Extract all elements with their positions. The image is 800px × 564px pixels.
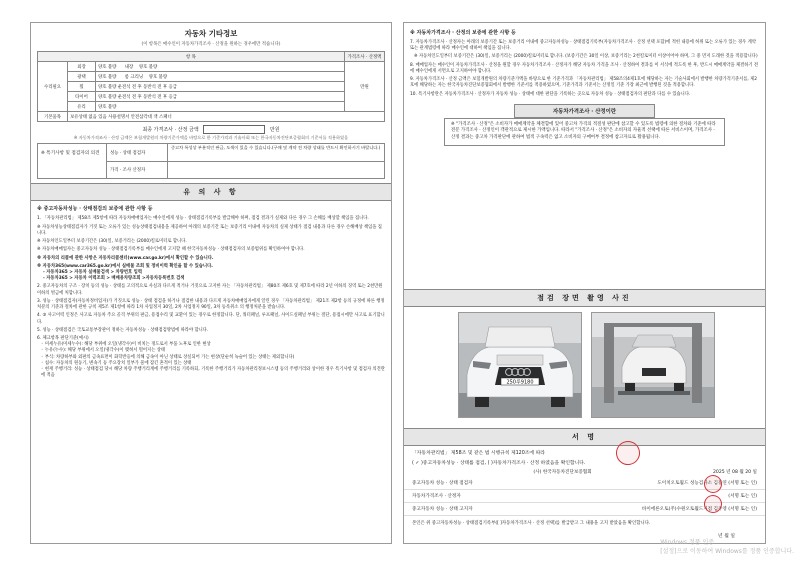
caution-item: ◦ 누유(누수): 해당 부위에서 오일(냉각수)이 맺혀서 떨어지는 상태 [41, 348, 166, 354]
caution-item: ◦ 현재 주행거리: 성능 · 상태점검 당시 해당 차량 주행거리계에 주행거리를 기록하되, 기록한 주행거리가 자동차관리정보시스템 등의 주행거리와 상이한 경우 특기사항 및 점검자 의견란에 적음 [41, 367, 385, 379]
caution-item: - 자동차365 > 자동차 이력조회 > 매매용차량조회 >자동차등록번호 검색 [43, 276, 185, 282]
law-text-2: ( ✓ )중고자동차성능 · 상태를 점검, ( )자동차가격조사 · 산정 하였음을 확인합니다. [412, 461, 586, 466]
caution-item: ◦ 침수: 자동차의 원동기, 변속기 등 주요장치 일부가 물에 잠긴 흔적이 있는 상태 [41, 360, 192, 366]
signature-title: 서 명 [404, 428, 765, 446]
definition-title: 자동차가격조사 · 산정이란 [514, 104, 655, 118]
license-plate: 250루9180 [506, 379, 534, 386]
sign-row-label: 중고자동차 성능 · 상태 고지자 [412, 507, 473, 512]
caution-list [31, 216, 391, 379]
inspection-photo-front [458, 312, 582, 418]
right-page [403, 22, 766, 544]
receipt-date: 년 월 일 [718, 534, 735, 539]
caution-item: ※ 자동차365(www.car365.go.kr)에서 실매물 조회 및 정비이력 확인을 할 수 있습니다. [37, 263, 213, 269]
sign-row-label: 중고자동차 성능 · 상태 점검자 [412, 481, 473, 486]
final-price-label: 최종 가격조사 · 산정 금액 [142, 127, 199, 133]
final-price-row [37, 122, 385, 135]
caution-item: ※ 자동차인도일부터 보증기간은 (30)일, 보증거리는 (2000)킬로미터로 합니다. [37, 239, 187, 245]
grid-row-value: 양호 불량 [96, 102, 345, 112]
grid-row-label: 유리 [68, 102, 96, 112]
guarantee-item: 10. 특기사항란은 자동차가격조사 · 산정자가 자동차 성능 · 상태에 대한 판단을 기록하는 곳으로 자동차 성능 · 상태점검자의 판단과 다를 수 있습니다. [410, 91, 691, 97]
photo-title: 점검 장면 촬영 사진 [404, 289, 765, 307]
caution-item: 4. ⑤ 사고이력 인정은 사고로 자동차 주요 골격 부위의 판금, 용접수리 및 교환이 있는 경우로 한정합니다. 단, 쿼터패널, 루프패널, 사이드실패널 부위는 절단, 용접시에만 사고로 표기합니다. [37, 313, 385, 325]
caution-item: - 자동차365 > 자동차 실매물검색 > 차량번호 입력 [43, 269, 142, 275]
grid-category: 수리필요 [38, 62, 68, 112]
caution-item: ※ 자동차성능상태점검자가 거짓 또는 오류가 있는 성능상태점검내용을 제공하여 아래의 보증기간 또는 보증거리 이내에 자동차의 실제 상태가 점검 내용과 다른 경우 손해배상 책임을 집니다. [37, 224, 382, 236]
caution-item: 2. 중고자동차의 구조 · 장치 등의 성능 · 상태를 고의적으로 사실과 다르게 적거나 거짓으로 고지한 자는 「자동차관리법」 제80조 제6호 및 제7호에 따라 2년 이하의 징역 또는 2천만원 이하의 벌금에 처합니다. [37, 284, 383, 296]
caution-head: ※ 중고자동차성능 · 상태점검의 보증에 관한 사항 등 [37, 206, 153, 213]
price-guarantee-list [404, 40, 765, 98]
grid-header-item: 항 목 [38, 52, 345, 62]
caution-item: ◦ 부식: 차량하부와 외판의 금속표면이 화학반응에 의해 금속이 아닌 상태로 상실되어 가는 현상(단순히 녹슬어 있는 상태는 제외합니다) [41, 354, 295, 360]
caution-item: ◦ 미세누유(미세누수): 해당 부위에 오일(냉각수)이 비치는 정도로서 부품 노후로 인한 현상 [41, 342, 211, 348]
special-notes-label: ※ 특기사항 및 점검자의 의견 [38, 144, 107, 178]
inspection-photo-lift [591, 312, 715, 418]
definition-text: ※ "가격조사 · 산정"은 소비자가 매매계약을 체결함에 있어 중고차 가격의 적절성 판단에 참고할 수 있도록 법령에 의한 절차와 기준에 따라 전문 가격조사 · 산정인이 객관적으로 제시한 가액입니다. 따라서 "가격조사 · 산정"은 소비자의 자율적 선택에 따른 서비스이며, 가격조사 · 산정 결과는 중고차 가격판단에 관하여 법적 구속력은 없고 소비자의 구매여부 결정에 참고자료로 활용됩니다. [444, 118, 725, 146]
definition-box [444, 104, 725, 146]
caution-item: 6. 체크항목 판단기준(예시) [37, 335, 89, 341]
sign-row-value: 바이에른오토(주)수원오토월드지점 김주영 (서명 또는 인) [641, 507, 757, 512]
law-text: 「자동차관리법」 제58조 및 같은 법 시행규칙 제120조에 따라 [412, 451, 545, 456]
price-notice: ※ 자동차가격조사 · 산정 금액은 보험개발원의 차량기준가액을 바탕으로 한 기준가격과 기술사회 또는 한국자동차진단보증협회의 기준서를 적용하였음 [73, 135, 349, 140]
special-notes [37, 143, 385, 179]
basic-items-value: 보유상태 없음 있음 사용설명서 안전삼각대 잭 스패너 [68, 112, 385, 122]
inspector-opinion: 중고차 특성상 부분적인 판금, 도색이 있을 수 있습니다.(구매 및 계약 전 차량 상태를 반드시 확인하시기 바랍니다.) [171, 145, 381, 151]
sign-date: 2025 년 08 월 20 일 [713, 470, 757, 475]
left-page [30, 22, 392, 544]
grid-row-label: 휠 [68, 82, 96, 92]
price-guarantee-head: ※ 자동차가격조사 · 산정의 보증에 관한 사항 등 [410, 30, 516, 36]
left-title: 자동차 기타정보 [184, 29, 238, 38]
org-name: (사) 한국자동차진단보증협회 [533, 470, 592, 475]
caution-item: 5. 성능 · 상태점검은 국토교통부장관이 정하는 자동차성능 · 상태점검방법에 따라야 합니다. [37, 327, 209, 333]
other-info-grid [37, 51, 385, 140]
grid-header-price: 가격조사 · 산정액 [345, 52, 385, 62]
grid-row-label: 광택 [68, 72, 96, 82]
sign-row-value: 도이치오토월드 성능검사소 김흥연 (서명 또는 인) [657, 481, 757, 486]
basic-items-label: 기본품목 [38, 112, 68, 122]
guarantee-item: 7. 자동차가격조사 · 산정자는 아래의 보증기간 또는 보증거리 이내에 중고자동차성능 · 상태점검기록부(자동차가격조사 · 산정 선택 포함)에 적힌 내용에 허위 또는 오류가 있는 경우 계약 또는 관계법령에 따라 매수인에 대하여 책임을 집니다. [410, 40, 756, 52]
grid-row-label: 외장 [68, 62, 96, 72]
appraiser-opinion [168, 162, 384, 179]
grid-unit: 만원 [345, 62, 385, 112]
caution-item: 3. 성능 · 상태점검자(자동차정비업자)가 거짓으로 성능 · 상태 점검을 하거나 점검한 내용과 다르게 자동차매매업자에게 알린 경우 「자동차관리법」 제21조 제2항 등의 규정에 따른 행정처분의 기준과 절차에 관한 규칙 제5조 제1항에 따라 1차 사업정지 30일, 2차 사업정지 90일, 3차 등록취소 의 행정처분을 받습니다. [37, 298, 385, 311]
caution-item: ※ 자동차매매업자는 중고자동차 성능 · 상태점검기록부를 매수인에게 고지할 때 한국자동차성능 · 상태점검자의 보증범위를 확인하여야 합니다. [37, 247, 305, 253]
grid-row-label: 타이어 [68, 92, 96, 102]
grid-row-value: 양호 불량 운전석 전 후 동반석 전 후 응급 [96, 92, 345, 102]
guarantee-item: ※ 자동차인도일부터 보증기간은 (30)일, 보증거리는 (2000)킬로미터로 합니다. (보증기간은 30일 이상, 보증거리는 2천킬로미터 이상이어야 하며, 그 중 먼저 도래한 것을 적용합니다) [414, 54, 758, 60]
sign-row-value: (서명 또는 인) [728, 494, 757, 499]
grid-row-value: 양호 불량 운전석 전 후 동반석 전 후 응급 [96, 82, 345, 92]
final-price-field [203, 125, 265, 134]
inspector-label: 성능 · 상태 점검자 [107, 144, 168, 161]
final-price-unit: 만원 [269, 127, 280, 133]
windows-activation-watermark: Windows 정품 인증 [설정]으로 이동하여 Windows를 정품 인증합니다. [660, 539, 794, 555]
appraiser-label: 가격 · 조사 산정자 [107, 162, 168, 179]
grid-row-value: 양호 불량 내장 양호 불량 [96, 62, 345, 72]
caution-item: ※ 자동차의 리콜에 관한 사항은 자동차리콜센터(www.car.go.kr)에서 확인할 수 있습니다. [37, 255, 214, 261]
left-subtitle: (이 항목은 매수인이 자동차가격조사 · 산정을 원하는 경우에만 적습니다) [141, 42, 281, 47]
caution-title: 유 의 사 항 [31, 183, 391, 201]
guarantee-item: 9. 자동차가격조사 · 산정 금액은 보험개발원의 차량기준가액을 바탕으로 한 기준가격과 「자동차관리법」 제58조의4제1호에 해당하는 자는 기술사회에서 발행한 차량가격기준서를, 제2호에 해당하는 자는 한국자동차진단보증협회에서 발행한 기준서를 적용하였으며, 기준가격과 기준서는 산정일 기준 가장 최근에 발행된 것을 적용합니다. [410, 77, 758, 89]
receipt-text: 본인은 위 중고자동차성능 · 상태점검기록부([ ]자동차가격조사 · 산정 선택)를 발급받고 그 내용을 고지 받았음을 확인합니다. [412, 521, 651, 526]
grid-row-value: 양호 불량 룸 크리닝 양호 불량 [96, 72, 345, 82]
guarantee-item: 8. 매매업자는 매수인이 자동차가격조사 · 산정을 원할 경우 자동차가격조사 · 산정자가 해당 자동차 가격을 조사 · 산정하여 결과를 이 서식에 적도록 한 후, 반드시 매매계약을 체결하기 전에 매수인에게 서면으로 고지하여야 합니다. [410, 62, 759, 74]
caution-item: 1. 「자동차관리법」 제58조 제5항에 따라 자동차매매업자는 매수인에게 성능 · 상태점검기록부를 발급해야 하며, 점검 결과가 실제와 다른 경우 그 손해를 배상할 책임을 집니다. [37, 216, 369, 222]
sign-row-label: 자동차가격조사 · 산정자 [412, 494, 461, 499]
